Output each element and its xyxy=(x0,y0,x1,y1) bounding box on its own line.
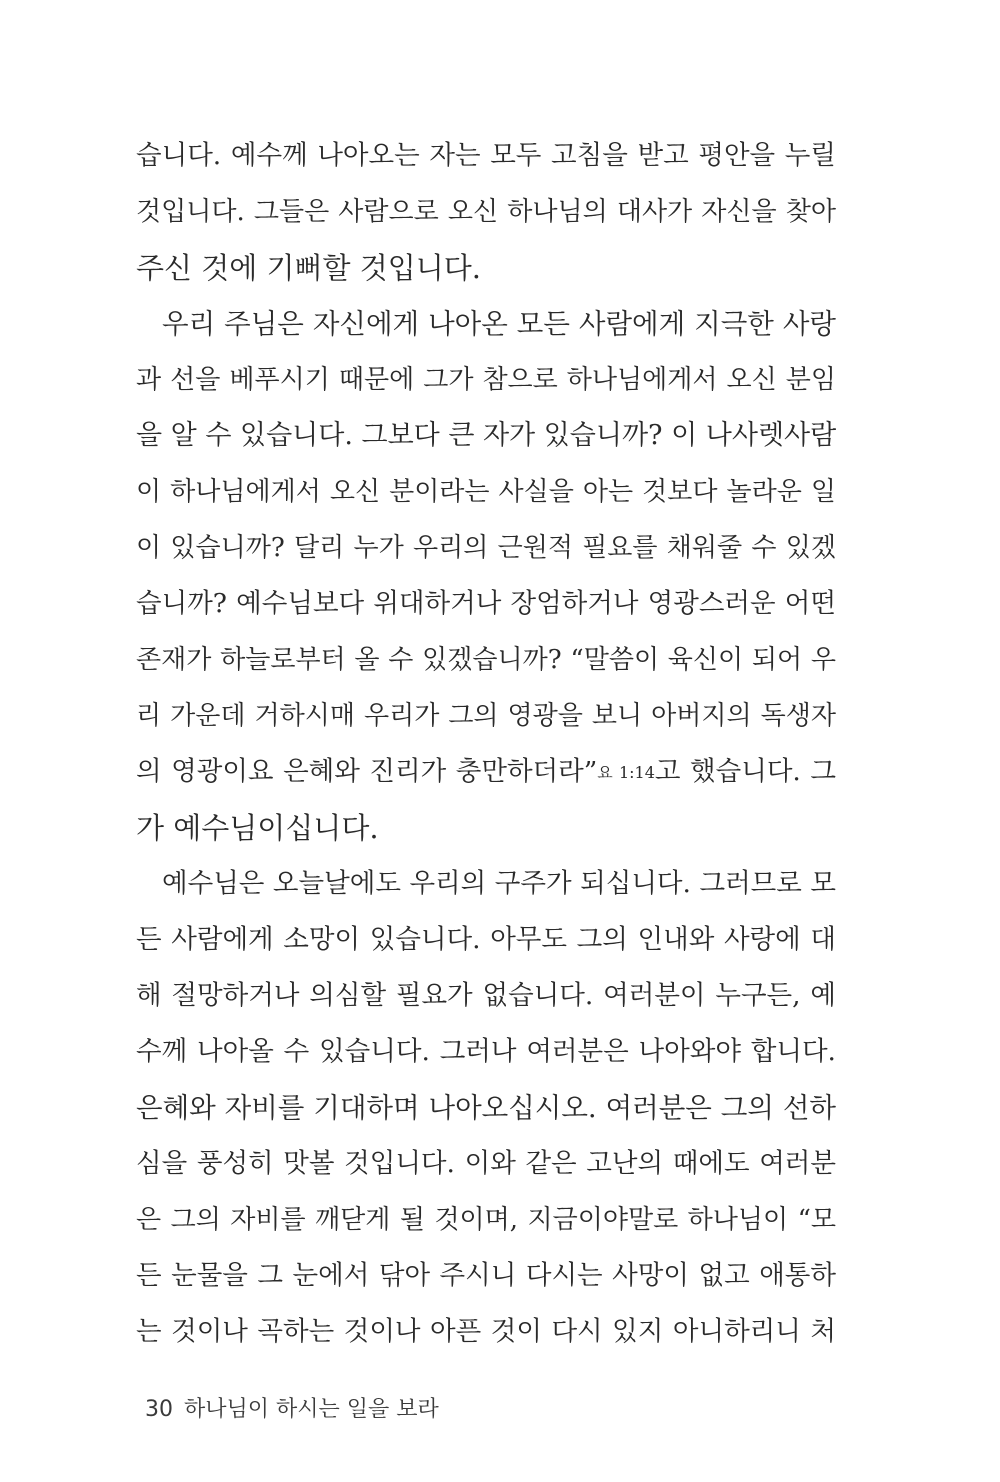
text-line: 습니다. 예수께 나아오는 자는 모두 고침을 받고 평안을 누릴 xyxy=(136,140,836,171)
text-line: 주신 것에 기뻐할 것입니다. xyxy=(136,251,482,285)
text-line: 것입니다. 그들은 사람으로 오신 하나님의 대사가 자신을 찾아 xyxy=(136,197,836,227)
page-number: 30 xyxy=(145,1397,173,1422)
text-line: 은혜와 자비를 기대하며 나아오십시오. 여러분은 그의 선하 xyxy=(136,1092,836,1124)
text-line: 이 있습니까? 달리 누가 우리의 근원적 필요를 채워줄 수 있겠 xyxy=(136,533,836,563)
text-line: 리 가운데 거하시매 우리가 그의 영광을 보니 아버지의 독생자 xyxy=(136,701,836,731)
text-line: 존재가 하늘로부터 올 수 있겠습니까? “말씀이 육신이 되어 우 xyxy=(136,645,836,675)
text-line: 심을 풍성히 맛볼 것입니다. 이와 같은 고난의 때에도 여러분 xyxy=(136,1148,836,1179)
text-line: 우리 주님은 자신에게 나아온 모든 사람에게 지극한 사랑 xyxy=(162,308,836,340)
text-line: 수께 나아올 수 있습니다. 그러나 여러분은 나아와야 합니다. xyxy=(136,1036,836,1067)
text-line: 을 알 수 있습니다. 그보다 큰 자가 있습니까? 이 나사렛사람 xyxy=(136,420,837,451)
page-footer xyxy=(145,1390,439,1430)
text-line: 과 선을 베푸시기 때문에 그가 참으로 하나님에게서 오신 분임 xyxy=(136,365,836,395)
text-line: 예수님은 오늘날에도 우리의 구주가 되십니다. 그러므로 모 xyxy=(162,868,836,899)
text-line: 는 것이나 곡하는 것이나 아픈 것이 다시 있지 아니하리니 처 xyxy=(136,1316,836,1347)
text-line: 은 그의 자비를 깨닫게 될 것이며, 지금이야말로 하나님이 “모 xyxy=(136,1205,836,1235)
text-line: 이 하나님에게서 오신 분이라는 사실을 아는 것보다 놀라운 일 xyxy=(136,477,836,507)
scripture-reference: 요 1:14 xyxy=(597,763,655,782)
text-line: 가 예수님이십니다. xyxy=(136,811,379,845)
text-line: 든 눈물을 그 눈에서 닦아 주시니 다시는 사망이 없고 애통하 xyxy=(136,1260,836,1291)
text-line: 습니까? 예수님보다 위대하거나 장엄하거나 영광스러운 어떤 xyxy=(136,588,836,619)
text-after-reference: 고 했습니다. 그 xyxy=(654,756,836,787)
quote-end-text: 의 영광이요 은혜와 진리가 충만하더라” xyxy=(136,756,598,787)
running-title: 하나님이 하시는 일을 보라 xyxy=(184,1397,439,1422)
text-line: 든 사람에게 소망이 있습니다. 아무도 그의 인내와 사랑에 대 xyxy=(136,924,836,955)
text-line-with-reference xyxy=(136,742,836,802)
text-line: 해 절망하거나 의심할 필요가 없습니다. 여러분이 누구든, 예 xyxy=(136,980,836,1011)
